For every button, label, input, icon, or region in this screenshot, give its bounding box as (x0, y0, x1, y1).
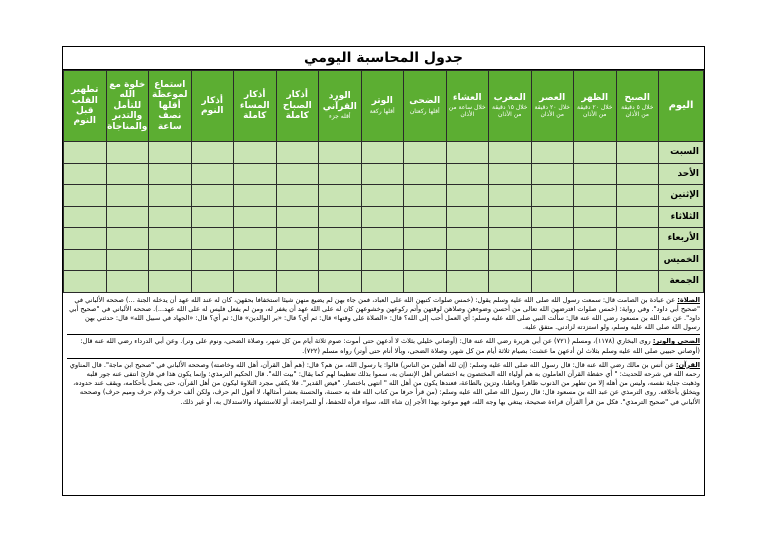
tracker-cell[interactable] (191, 249, 234, 271)
table-row (64, 228, 704, 250)
tracker-cell[interactable] (361, 206, 404, 228)
tracker-cell[interactable] (404, 228, 447, 250)
note-text: عن عبادة بن الصامت قال: سمعت رسول الله صلى الله عليه وسلم يقول: (خمس صلوات كتبهن الله على العباد، فمن جاء بهن لم يضيع منهن شيئا استخفافا بحقهن، كان له عند الله عهد أن يدخله الجنة ...) صححه الألباني في "صحيح أبي داود". وفي رواية: (خمس صلوات افترضهن الله تعالى من أحسن وضوءهن وصلاهن لوقتهن وأتم ركوعهن وخشوعهن كان له على الله عهد أن يغفر له، ومن لم يفعل فليس له على الله عهد...). صححه الألباني في "صحيح أبي داود". عن عبد الله بن مسعود رضي الله عنه قال: سألت النبي صلى الله عليه وسلم: أي العمل أحب إلى الله؟ قال: «الصلاة على وقتها» قال: ثم أي؟ قال: «بر الوالدين» قال: ثم أي؟ قال: «الجهاد في سبيل الله» قال: حدثني بهن رسول الله صلى الله عليه وسلم، ولو استزدته لزادني. متفق عليه. (69, 295, 700, 332)
tracker-cell[interactable] (191, 206, 234, 228)
tracker-cell[interactable] (574, 206, 617, 228)
header-column (361, 71, 404, 142)
header-label: أذكار الصباح كاملة (282, 90, 312, 122)
tracker-cell[interactable] (149, 163, 192, 185)
tracker-cell[interactable] (531, 271, 574, 293)
tracker-cell[interactable] (574, 249, 617, 271)
header-label: الورد القرآني (322, 91, 357, 112)
header-column (276, 71, 319, 142)
day-label: الأربعاء (659, 228, 704, 250)
tracker-cell[interactable] (446, 163, 489, 185)
header-sublabel: أقله جزء (329, 112, 351, 120)
header-label: خلوة مع الله للتأمل والتدبر والمناجاة (107, 80, 148, 132)
header-label: العصر (539, 92, 566, 103)
note-block (67, 335, 700, 358)
tracker-cell[interactable] (149, 228, 192, 250)
tracker-cell[interactable] (404, 271, 447, 293)
tracker-cell[interactable] (234, 271, 277, 293)
table-row (64, 142, 704, 164)
tracker-cell[interactable] (276, 163, 319, 185)
tracker-cell[interactable] (361, 163, 404, 185)
note-heading: الصلاة: (677, 295, 700, 304)
tracker-cell[interactable] (489, 271, 532, 293)
tracker-cell[interactable] (531, 142, 574, 164)
tracker-cell[interactable] (319, 271, 362, 293)
table-row (64, 271, 704, 293)
header-column (574, 71, 617, 142)
tracker-cell[interactable] (191, 185, 234, 207)
tracker-cell[interactable] (319, 163, 362, 185)
tracker-cell[interactable] (276, 228, 319, 250)
tracker-cell[interactable] (574, 228, 617, 250)
tracker-cell[interactable] (404, 185, 447, 207)
tracker-cell[interactable] (489, 142, 532, 164)
tracker-cell[interactable] (149, 142, 192, 164)
tracker-cell[interactable] (446, 228, 489, 250)
header-column (616, 71, 659, 142)
tracker-cell[interactable] (149, 206, 192, 228)
header-column (106, 71, 149, 142)
tracker-cell[interactable] (276, 249, 319, 271)
tracker-cell[interactable] (319, 185, 362, 207)
tracker-cell[interactable] (531, 185, 574, 207)
tracker-cell[interactable] (106, 163, 149, 185)
tracker-cell[interactable] (319, 249, 362, 271)
header-column (64, 71, 107, 142)
header-label: أذكار المساء كاملة (239, 90, 270, 122)
tracker-table (63, 70, 704, 293)
note-block (67, 359, 700, 409)
header-row (64, 71, 704, 142)
tracker-cell[interactable] (191, 228, 234, 250)
note-paragraph (67, 337, 700, 355)
header-column (234, 71, 277, 142)
tracker-cell[interactable] (234, 185, 277, 207)
header-column (191, 71, 234, 142)
header-column (319, 71, 362, 142)
tracker-cell[interactable] (234, 228, 277, 250)
table-row (64, 163, 704, 185)
note-text: عن أنس بن مالك رضي الله عنه قال: قال رسول الله صلى الله عليه وسلم: (إن لله أهلين من الناس) قالوا: يا رسول الله، من هم؟ قال: (هم أهل القرآن، أهل الله وخاصته) وصححه الألباني في "صحيح ابن ماجة". قال المناوي رحمه الله في شرحه للحديث: " أي حفظة القرآن العاملون به هم أولياء الله المختصون به اختصاص أهل الإنسان به، سموا بذلك تعظيما لهم كما يقال: "بيت الله". قال الحكيم الترمذي: وإنما يكون هذا في قارئ انتفى عنه جور قلبه وذهبت جناية نفسه، وليس من أهله إلا من تطهر من الذنوب ظاهرا وباطنا، وتزين بالطاعة، فعندها يكون من أهل الله " انتهى باختصار. "فيض القدير". فلا يكفي مجرد التلاوة ليكون من أهل القرآن، حتى يعمل بأحكامه، ويقف عند حدوده، ويتخلق بأخلاقه. روى الترمذي عن عبد الله بن مسعود قال: قال رسول الله صلى الله عليه وسلم: (من قرأ حرفا من كتاب الله فله به حسنة، والحسنة بعشر أمثالها، لا أقول الم حرف، ولكن ألف حرف ولام حرف وميم حرف) وصححه الألباني في "صحيح الترمذي". فكل من قرأ القرآن قراءة صحيحة، يبتغي بها وجه الله، فهو موعود بهذا الأجر إن شاء الله، سواء قرأه للحفظ، أو للمراجعة، أو للاستشهاد والاستدلال به، أو غير ذلك. (69, 360, 700, 406)
tracker-cell[interactable] (446, 206, 489, 228)
tracker-cell[interactable] (106, 142, 149, 164)
tracker-cell[interactable] (489, 249, 532, 271)
tracker-cell[interactable] (106, 206, 149, 228)
daily-tracker-sheet (62, 46, 705, 496)
table-row (64, 206, 704, 228)
header-column (489, 71, 532, 142)
tracker-cell[interactable] (531, 249, 574, 271)
day-label: السبت (659, 142, 704, 164)
day-label: الخميس (659, 249, 704, 271)
tracker-cell[interactable] (149, 271, 192, 293)
tracker-cell[interactable] (319, 142, 362, 164)
day-label: الأحد (659, 163, 704, 185)
tracker-cell[interactable] (234, 142, 277, 164)
tracker-cell[interactable] (106, 228, 149, 250)
tracker-cell[interactable] (446, 185, 489, 207)
header-label: الضحى (409, 96, 441, 107)
tracker-cell[interactable] (404, 142, 447, 164)
tracker-cell[interactable] (616, 185, 659, 207)
tracker-cell[interactable] (404, 206, 447, 228)
tracker-cell[interactable] (361, 271, 404, 293)
tracker-cell[interactable] (234, 206, 277, 228)
tracker-cell[interactable] (64, 142, 107, 164)
tracker-cell[interactable] (106, 249, 149, 271)
tracker-cell[interactable] (276, 185, 319, 207)
note-text: روى البخاري (١١٧٨)، ومسلم (٧٢١) عن أبي هريرة رضي الله عنه قال: (أوصاني خليلي بثلاث لا أدعهن حتى أموت: صوم ثلاثة أيام من كل شهر، وصلاة الضحى، ونوم على وتر). وعن أبي الدرداء رضي الله عنه قال: (أوصاني حبيبي صلى الله عليه وسلم بثلاث لن أدعهن ما عشت: بصيام ثلاثة أيام من كل شهر، وصلاة الضحى، وبألا أنام حتى أوتر) رواه مسلم (٧٢٢). (80, 337, 700, 355)
header-column (446, 71, 489, 142)
tracker-cell[interactable] (446, 271, 489, 293)
header-sublabel: خلال ساعة من الأذان (448, 104, 486, 119)
tracker-cell[interactable] (64, 206, 107, 228)
header-column (531, 71, 574, 142)
tracker-cell[interactable] (64, 228, 107, 250)
tracker-cell[interactable] (531, 163, 574, 185)
tracker-cell[interactable] (361, 249, 404, 271)
header-sublabel: خلال ٢٠ دقيقة من الأذان (534, 104, 571, 119)
header-label: الصبح (624, 92, 650, 103)
tracker-cell[interactable] (616, 271, 659, 293)
day-label: الإثنين (659, 185, 704, 207)
note-heading: الضحى والوتر: (652, 337, 700, 346)
note-block (67, 294, 700, 336)
tracker-cell[interactable] (616, 142, 659, 164)
tracker-cell[interactable] (489, 228, 532, 250)
tracker-cell[interactable] (234, 249, 277, 271)
header-sublabel: خلال ٥ دقيقة من الأذان (621, 104, 654, 119)
tracker-cell[interactable] (191, 271, 234, 293)
tracker-cell[interactable] (319, 228, 362, 250)
tracker-cell[interactable] (616, 206, 659, 228)
tracker-cell[interactable] (191, 142, 234, 164)
tracker-cell[interactable] (489, 206, 532, 228)
tracker-cell[interactable] (446, 249, 489, 271)
header-sublabel: أقلها ركعة (369, 107, 395, 115)
tracker-cell[interactable] (276, 142, 319, 164)
tracker-cell[interactable] (404, 249, 447, 271)
header-column (404, 71, 447, 142)
page-title: جدول المحاسبة اليومي (63, 47, 704, 70)
tracker-cell[interactable] (276, 206, 319, 228)
table-row (64, 185, 704, 207)
table-body (64, 142, 704, 293)
tracker-cell[interactable] (616, 163, 659, 185)
header-sublabel: خلال ٢٠ دقيقة من الأذان (576, 104, 613, 119)
tracker-cell[interactable] (574, 163, 617, 185)
tracker-cell[interactable] (149, 249, 192, 271)
tracker-cell[interactable] (319, 206, 362, 228)
header-sublabel: خلال ١٥ دقيقة من الأذان (491, 104, 528, 119)
notes-section (63, 293, 704, 410)
tracker-cell[interactable] (361, 185, 404, 207)
note-paragraph (67, 296, 700, 333)
tracker-cell[interactable] (234, 163, 277, 185)
header-column (149, 71, 192, 142)
header-label: أذكار النوم (201, 95, 224, 116)
tracker-cell[interactable] (574, 271, 617, 293)
day-label: الثلاثاء (659, 206, 704, 228)
tracker-cell[interactable] (64, 271, 107, 293)
tracker-cell[interactable] (149, 185, 192, 207)
tracker-cell[interactable] (276, 271, 319, 293)
tracker-cell[interactable] (489, 163, 532, 185)
note-heading: القرآن: (675, 360, 700, 369)
tracker-cell[interactable] (106, 271, 149, 293)
header-label: اليوم (668, 100, 694, 112)
header-day (659, 71, 704, 142)
tracker-cell[interactable] (106, 185, 149, 207)
tracker-cell[interactable] (489, 185, 532, 207)
tracker-cell[interactable] (446, 142, 489, 164)
tracker-cell[interactable] (361, 228, 404, 250)
header-label: استماع لموعظة أقلها نصف ساعة (152, 80, 188, 132)
header-label: المغرب (493, 92, 526, 103)
header-label: العشاء (452, 92, 482, 103)
tracker-cell[interactable] (404, 163, 447, 185)
table-row (64, 249, 704, 271)
tracker-cell[interactable] (191, 163, 234, 185)
tracker-cell[interactable] (64, 185, 107, 207)
day-label: الجمعة (659, 271, 704, 293)
header-label: الظهر (581, 92, 609, 103)
tracker-cell[interactable] (361, 142, 404, 164)
tracker-cell[interactable] (616, 228, 659, 250)
tracker-cell[interactable] (616, 249, 659, 271)
tracker-cell[interactable] (531, 206, 574, 228)
header-label: الوتر (371, 96, 393, 107)
tracker-cell[interactable] (574, 142, 617, 164)
tracker-cell[interactable] (64, 163, 107, 185)
header-label: تطهير القلب قبل النوم (71, 85, 99, 127)
header-sublabel: أقلها ركعتان (409, 107, 440, 115)
tracker-cell[interactable] (531, 228, 574, 250)
tracker-cell[interactable] (574, 185, 617, 207)
note-paragraph (67, 361, 700, 407)
tracker-cell[interactable] (64, 249, 107, 271)
